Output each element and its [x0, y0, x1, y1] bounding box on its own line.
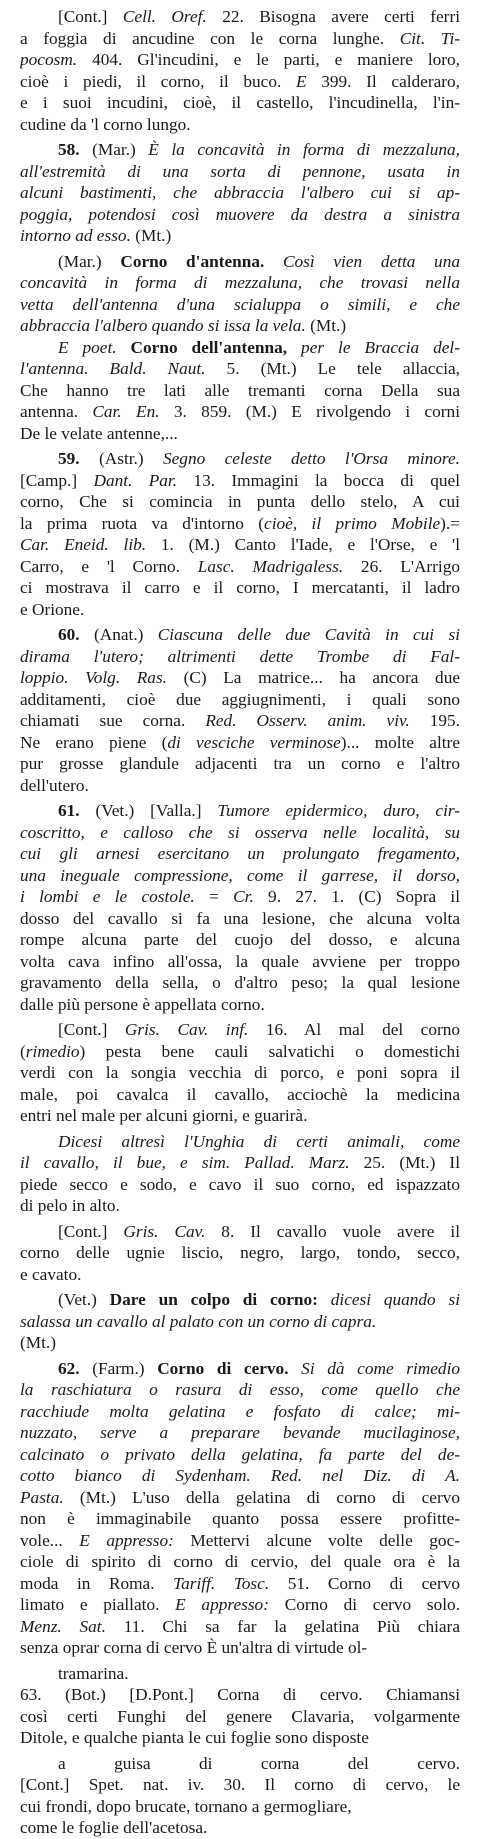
text-line: 59. (Astr.) Segno celeste detto l'Orsa minore. — [58, 449, 460, 468]
text-line: ciole di spirito di corno di cervio, del quale ora è la — [20, 1552, 460, 1571]
text-line: e cavato. — [20, 1264, 82, 1284]
text-line: [Cont.] Gris. Cav. inf. 16. Al mal del corno — [58, 1020, 460, 1039]
text-line: (Mar.) Corno d'antenna. Così vien detta una — [58, 251, 460, 271]
text-line: (rimedio) pesta bene cauli salvatichi o domestichi — [20, 1041, 460, 1061]
text-line: Car. Eneid. lib. 1. (M.) Canto l'Iade, e l'Orse, e 'l — [20, 535, 460, 554]
text-line: vetta dell'antenna d'una scialuppa o simili, e che — [20, 294, 460, 314]
text-line: i lombi e le costole. = Cr. 9. 27. 1. (C) Sopra il — [20, 887, 460, 906]
text-line: cioè i piedi, il corno, il buco. E 399. Il calderaro, — [20, 71, 460, 91]
text-line: [Cont.] Spet. nat. iv. 30. Il corno di cervo, le — [20, 1775, 460, 1794]
text-line: dell'utero. — [20, 775, 89, 795]
text-line: e Orione. — [20, 599, 85, 619]
text-line: pur grosse glandule adjacenti tra un corno e l'altro — [20, 754, 460, 773]
text-line: calcinato o privato della gelatina, fa parte del de- — [20, 1444, 460, 1464]
text-line: poggia, potendosi così muovere da destra a sinistra — [20, 204, 460, 224]
text-line: 60. (Anat.) Ciascuna delle due Cavità in cui si — [58, 625, 460, 644]
text-line: verdi con la songia vecchia di porco, e poni sopra il — [20, 1063, 460, 1082]
text-line: di pelo in alto. — [20, 1196, 120, 1215]
text-line: additamenti, cioè due aggiugnimenti, i quali sono — [20, 689, 460, 709]
text-line: ci mostrava il carro e il corno, I mercatanti, il ladro — [20, 578, 460, 597]
text-line: una ineguale compressione, come il garrese, il dorso, — [20, 865, 460, 885]
text-line: racchiude molta gelatina e fosfato di calce; mi- — [20, 1401, 460, 1421]
text-line: senza oprar corna di cervo È un'altra di virtude ol- — [20, 1638, 368, 1657]
text-line: cui frondi, dopo brucate, tornano a germogliare, — [20, 1796, 352, 1816]
text-line: alcuni bastimenti, che abbraccia l'albero cui si ap- — [20, 183, 460, 202]
text-line: corno delle ugnie liscio, negro, largo, tondo, secco, — [20, 1243, 460, 1262]
text-line: moda in Roma. Tariff. Tosc. 51. Corno di cervo — [20, 1573, 460, 1593]
text-line: coscritto, e calloso che si osserva nelle località, su — [20, 822, 460, 842]
text-line: (Vet.) Dare un colpo di corno: dicesi quando si — [58, 1290, 460, 1309]
text-line: gravamento della sella, o d'altro peso; la qual lesione — [20, 973, 460, 992]
text-line: piede secco e sodo, e cavo il suo corno, ed ispazzato — [20, 1174, 460, 1194]
text-line: Carro, e 'l Corno. Lasc. Madrigaless. 26. L'Arrigo — [20, 556, 460, 576]
text-line: rompe alcuna parte del cuojo del dosso, e alcuna — [20, 930, 460, 949]
text-line: male, poi cavalca il cavallo, acciochè la medicina — [20, 1084, 460, 1104]
text-line: De le velate antenne,... — [20, 423, 178, 443]
text-line: cui gli arnesi esercitano un prolungato fregamento, — [20, 844, 460, 863]
text-line: Menz. Sat. 11. Chi sa far la gelatina Più chiara — [20, 1616, 460, 1636]
text-line: la prima ruota va d'intorno (cioè, il primo Mobile).= — [20, 513, 460, 533]
text-line: come le foglie dell'acetosa. — [20, 1818, 208, 1837]
text-line: Pasta. (Mt.) L'uso della gelatina di corno di cervo — [20, 1487, 460, 1507]
text-line: antenna. Car. En. 3. 859. (M.) E rivolgendo i corni — [20, 402, 460, 421]
text-line: entri nel male per alcuni giorni, e guarirà. — [20, 1106, 308, 1125]
text-line: cotto bianco di Sydenham. Red. nel Diz. di A. — [20, 1466, 460, 1485]
text-line: il cavallo, il bue, e sim. Pallad. Marz. 25. (Mt.) Il — [20, 1153, 460, 1172]
text-line: all'estremità di una sorta di pennone, usata in — [20, 161, 460, 181]
text-line: salassa un cavallo al palato con un corno di capra. — [20, 1311, 377, 1331]
text-line: dalle più persone è appellata corno. — [20, 994, 265, 1014]
text-line: abbraccia l'albero quando si issa la vela. (Mt.) — [20, 316, 347, 335]
text-line: a guisa di corna del cervo. — [58, 1753, 460, 1773]
text-line: 58. (Mar.) È la concavità in forma di mezzaluna, — [58, 140, 460, 159]
text-line: Ne erano piene (di vesciche verminose)... molte altre — [20, 732, 460, 752]
text-line: 62. (Farm.) Corno di cervo. Si dà come rimedio — [58, 1358, 460, 1378]
text-line: 63. (Bot.) [D.Pont.] Corna di cervo. Chiamansi — [20, 1685, 460, 1704]
text-line: non è immaginabile quanto possa essere profitte- — [20, 1509, 460, 1528]
text-line: e i suoi incudini, cioè, il castello, l'incudinella, l'in- — [20, 93, 460, 112]
text-line: dirama l'utero; altrimenti dette Trombe di Fal- — [20, 646, 460, 666]
text-line: [Camp.] Dant. Par. 13. Immagini la bocca di quel — [20, 470, 460, 490]
text-line: Che hanno tre lati alle tremanti corna Della sua — [20, 380, 460, 400]
text-line: a foggia di ancudine con le corna lunghe. Cit. Ti- — [20, 28, 460, 48]
text-line: nuzzato, serve a preparare bevande mucilaginose, — [20, 1423, 460, 1442]
text-line: [Cont.] Cell. Oref. 22. Bisogna avere certi ferri — [58, 7, 460, 26]
text-line: volta cava infino all'ossa, la quale avviene per troppo — [20, 951, 460, 971]
text-line: concavità in forma di mezzaluna, che trovasi nella — [20, 273, 460, 292]
text-line: pocosm. 404. Gl'incudini, e le parti, e maniere loro, — [20, 50, 460, 69]
text-line: vole... E appresso: Mettervi alcune volte delle goc- — [20, 1530, 460, 1550]
text-line: cudine da 'l corno lungo. — [20, 114, 191, 134]
text-line: Dicesi altresì l'Unghia di certi animali, come — [58, 1131, 460, 1151]
text-line: E poet. Corno dell'antenna, per le Braccia del- — [58, 337, 460, 357]
text-line: limato e piallato. E appresso: Corno di cervo solo. — [20, 1595, 460, 1614]
text-line: chiamati sue corna. Red. Osserv. anim. viv. 195. — [20, 711, 460, 730]
text-line: la raschiatura o rasura di esso, come quello che — [20, 1380, 460, 1399]
text-line: loppio. Volg. Ras. (C) La matrice... ha ancora due — [20, 668, 460, 687]
text-line: [Cont.] Gris. Cav. 8. Il cavallo vuole avere il — [58, 1221, 460, 1241]
text-line: l'antenna. Bald. Naut. 5. (Mt.) Le tele allaccia, — [20, 359, 460, 378]
text-line: tramarina. — [58, 1663, 129, 1683]
text-line: 61. (Vet.) [Valla.] Tumore epidermico, duro, cir- — [58, 801, 460, 820]
text-line: (Mt.) — [20, 1333, 56, 1352]
text-line: Ditole, e qualche pianta le cui foglie sono disposte — [20, 1728, 369, 1747]
text-line: così certi Funghi del genere Clavaria, volgarmente — [20, 1706, 460, 1726]
text-line: dosso del cavallo si fa una lesione, che alcuna volta — [20, 908, 460, 928]
text-line: intorno ad esso. (Mt.) — [20, 226, 172, 245]
text-line: corno, Che si comincia in punta dello stelo, A cui — [20, 492, 460, 511]
